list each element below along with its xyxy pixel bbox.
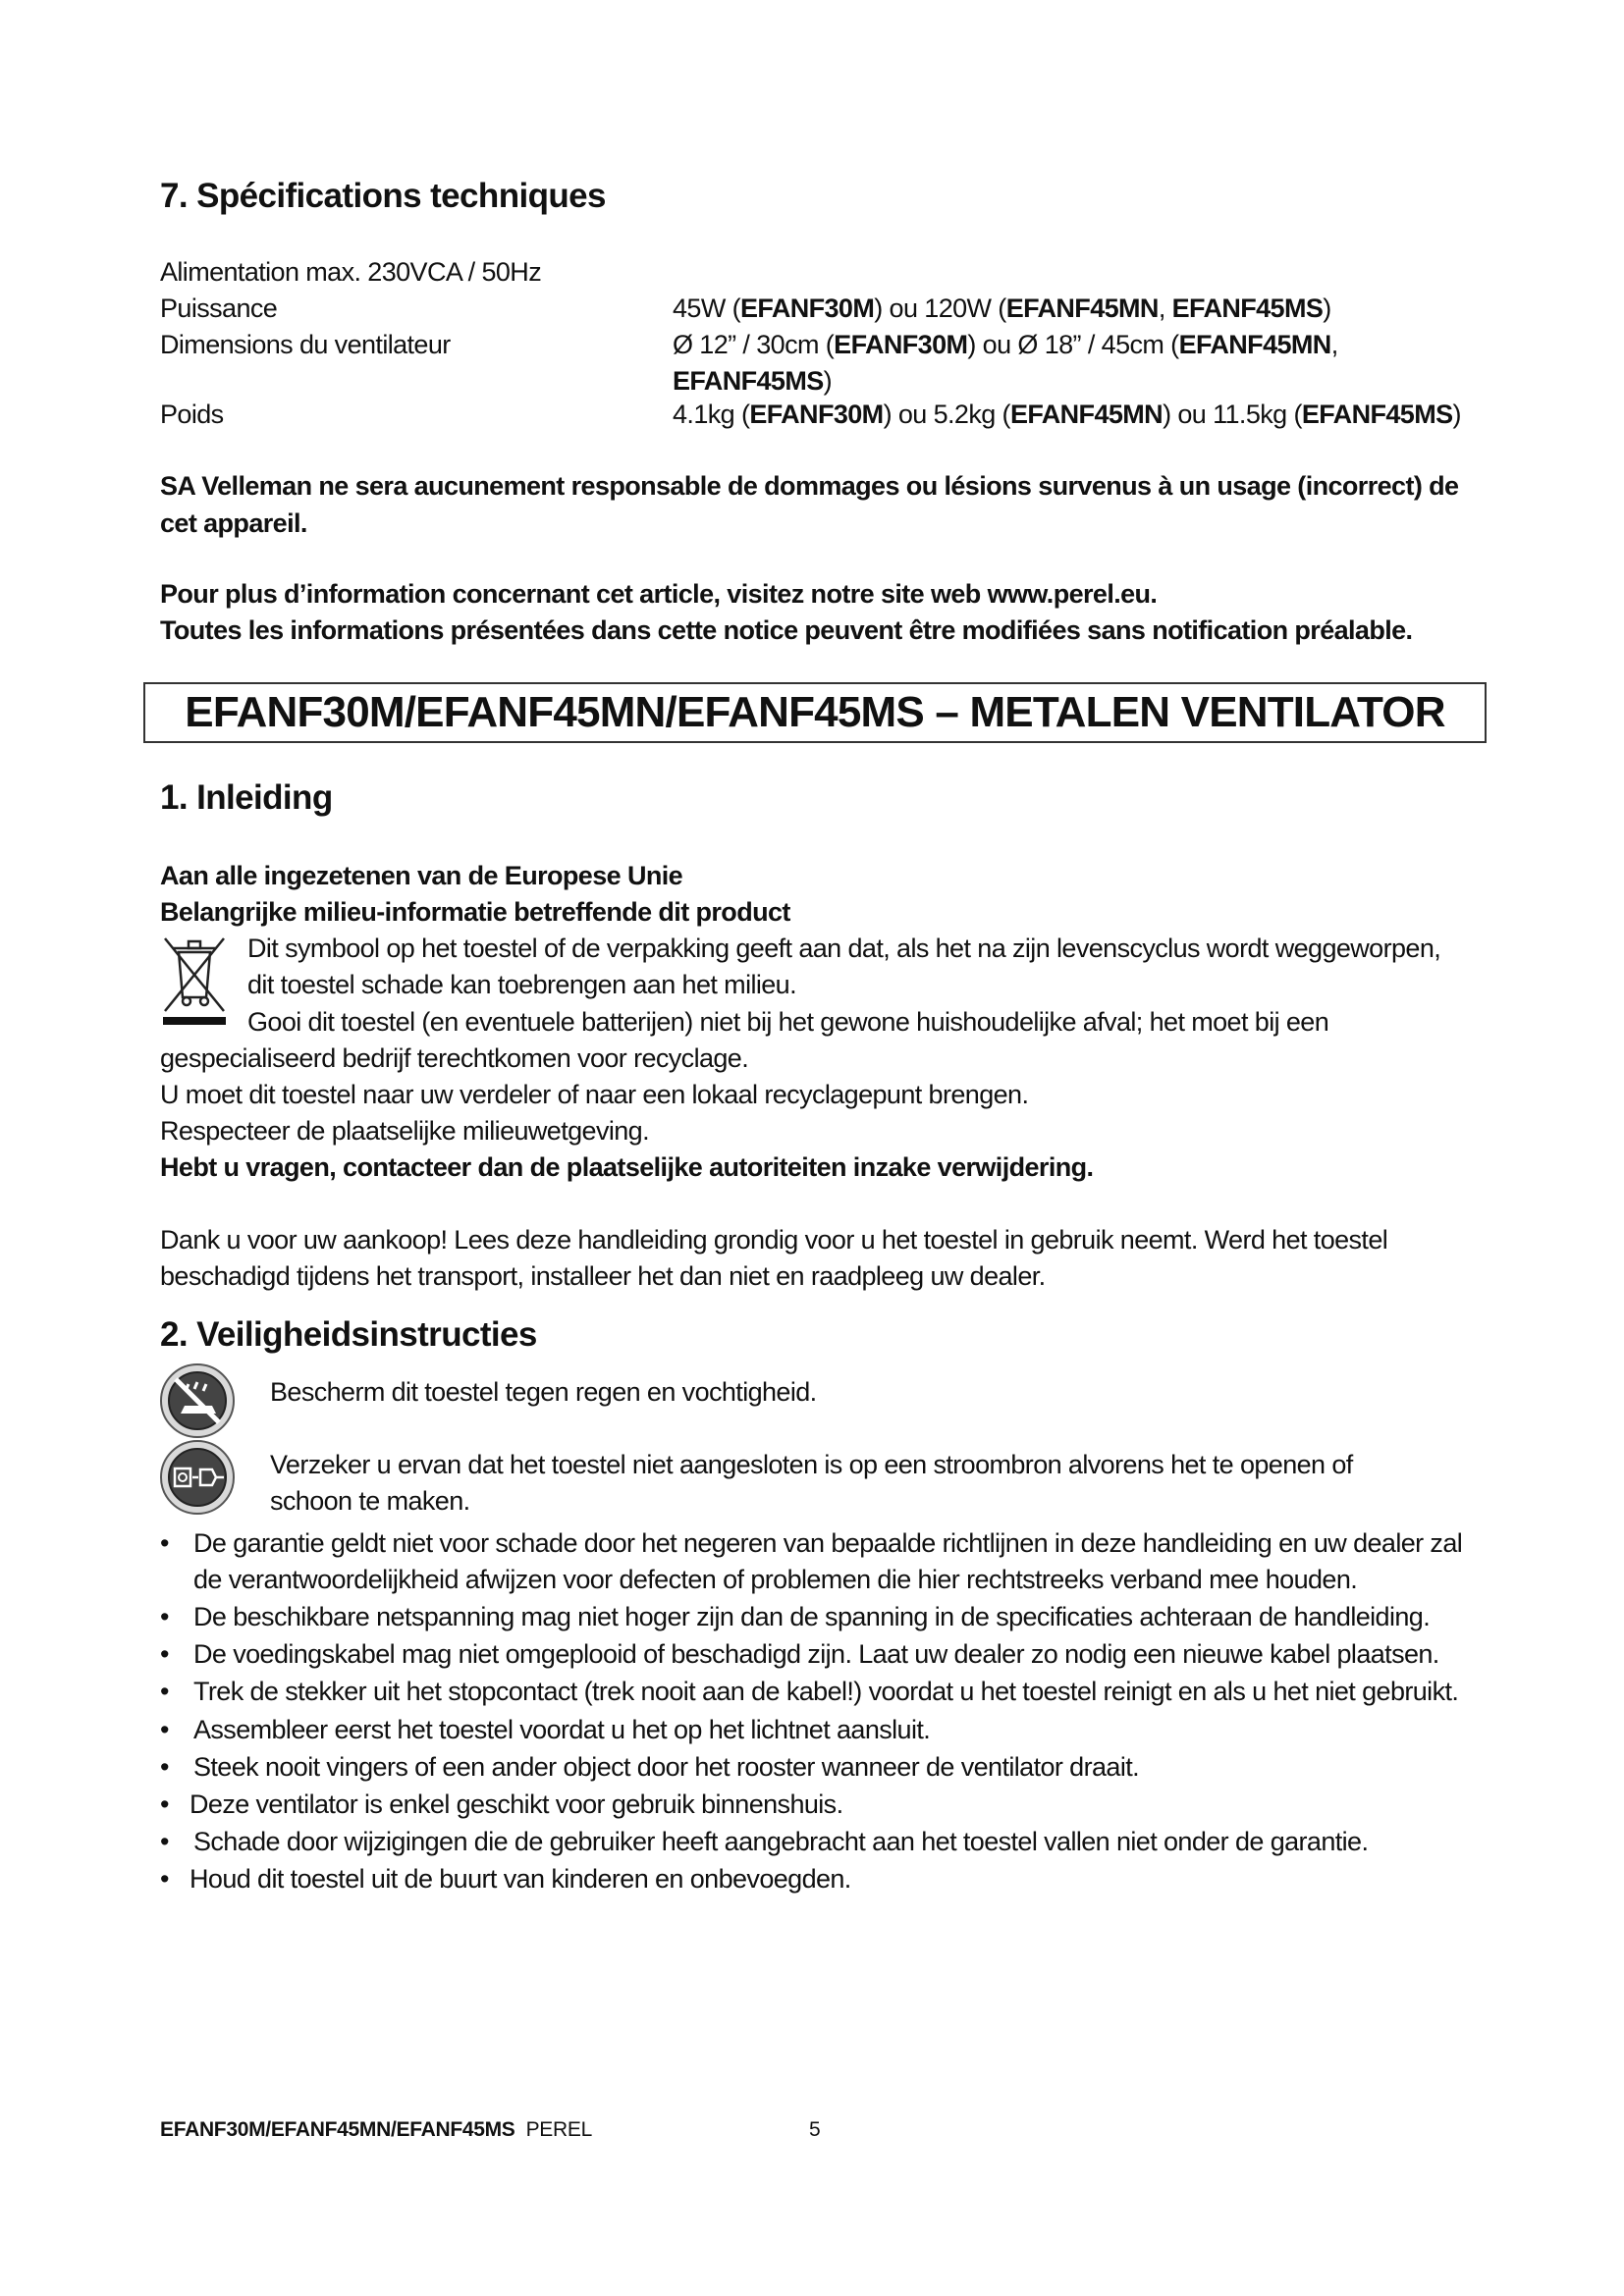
spec-text: ) ou 5.2kg ( [883, 400, 1010, 429]
spec-text: Ø 12” / 30cm ( [673, 330, 835, 359]
spec-value-weight [673, 397, 1461, 433]
spec-text: ) [823, 366, 833, 396]
list-item-text: Deze ventilator is enkel geschikt voor gebruik binnenshuis. [189, 1789, 843, 1819]
bullet-icon: • [160, 1752, 169, 1782]
weee-line-3: Gooi dit toestel (en eventuele batterijen) niet bij het gewone huishoudelijke afval; het moet bij een [247, 1007, 1329, 1037]
safety-section-title: 2. Veiligheidsinstructies [160, 1315, 537, 1354]
list-item-text: De voedingskabel mag niet omgeplooid of beschadigd zijn. Laat uw dealer zo nodig een nieuwe kabel plaatsen. [193, 1639, 1439, 1669]
footer-brand: PEREL [525, 2118, 592, 2141]
weee-line-5: U moet dit toestel naar uw verdeler of naar een lokaal recyclagepunt brengen. [160, 1080, 1029, 1109]
list-item-text: Trek de stekker uit het stopcontact (trek nooit aan de kabel!) voordat u het toestel reinigt en als u het niet gebruikt. [193, 1677, 1459, 1706]
weee-line-4: gespecialiseerd bedrijf terechtkomen voor recyclage. [160, 1043, 749, 1073]
spec-label-dimensions: Dimensions du ventilateur [160, 330, 451, 359]
spec-label-weight: Poids [160, 400, 224, 429]
env-heading: Belangrijke milieu-informatie betreffende dit product [160, 897, 790, 927]
unplug-warning-line-2: schoon te maken. [270, 1486, 470, 1516]
eu-heading: Aan alle ingezetenen van de Europese Unie [160, 861, 683, 890]
rain-warning-text: Bescherm dit toestel tegen regen en vochtigheid. [270, 1377, 817, 1407]
footer-models [160, 2116, 592, 2144]
bullet-icon: • [160, 1677, 169, 1706]
unplug-icon [159, 1439, 236, 1516]
spec-text: , [1330, 330, 1338, 359]
model-code: EFANF30M [740, 294, 875, 323]
model-code: EFANF30M [834, 330, 968, 359]
page-number: 5 [809, 2118, 821, 2141]
list-item-text: de verantwoordelijkheid afwijzen voor defecten of problemen die hier rechtstreeks verband mee houden. [193, 1565, 1358, 1594]
product-banner: EFANF30M/EFANF45MN/EFANF45MS – METALEN VENTILATOR [143, 682, 1487, 743]
model-code: EFANF45MS [1301, 400, 1453, 429]
thanks-line-2: beschadigd tijdens het transport, installeer het dan niet en raadpleeg uw dealer. [160, 1261, 1046, 1291]
weee-line-2: dit toestel schade kan toebrengen aan het milieu. [247, 970, 796, 999]
spec-text: 4.1kg ( [673, 400, 750, 429]
list-item-text: De garantie geldt niet voor schade door het negeren van bepaalde richtlijnen in deze handleiding en uw dealer zal [193, 1528, 1463, 1558]
bullet-icon: • [160, 1864, 169, 1894]
bullet-icon: • [160, 1789, 169, 1819]
thanks-line-1: Dank u voor uw aankoop! Lees deze handleiding grondig voor u het toestel in gebruik neemt. Werd het toestel [160, 1225, 1388, 1255]
weee-line-6: Respecteer de plaatselijke milieuwetgeving. [160, 1116, 649, 1146]
info-line-1: Pour plus d’information concernant cet article, visitez notre site web www.perel.eu. [160, 579, 1158, 609]
intro-section-title: 1. Inleiding [160, 778, 333, 817]
spec-text: 45W ( [673, 294, 741, 323]
spec-text: ) [1323, 294, 1331, 323]
model-code: EFANF45MN [1009, 400, 1164, 429]
spec-power-supply: Alimentation max. 230VCA / 50Hz [160, 257, 542, 287]
spec-value-dimensions [673, 327, 1338, 363]
spec-text: ) [1452, 400, 1461, 429]
list-item-text: Schade door wijzigingen die de gebruiker heeft aangebracht aan het toestel vallen niet onder de garantie. [193, 1827, 1369, 1856]
spec-text: ) ou Ø 18” / 45cm ( [967, 330, 1179, 359]
weee-contact-line: Hebt u vragen, contacteer dan de plaatselijke autoriteiten inzake verwijdering. [160, 1152, 1094, 1182]
spec-label-power: Puissance [160, 294, 278, 323]
footer-model-codes: EFANF30M/EFANF45MN/EFANF45MS [160, 2118, 515, 2141]
model-code: EFANF45MS [673, 366, 824, 396]
bullet-icon: • [160, 1602, 169, 1631]
model-code: EFANF45MS [1171, 294, 1324, 323]
bullet-icon: • [160, 1528, 169, 1558]
spec-value-dimensions-cont [673, 363, 832, 400]
model-code: EFANF45MN [1005, 294, 1159, 323]
model-code: EFANF30M [749, 400, 884, 429]
disclaimer-line-2: cet appareil. [160, 508, 307, 538]
spec-text: ) ou 120W ( [874, 294, 1006, 323]
list-item-text: Steek nooit vingers of een ander object door het rooster wanneer de ventilator draait. [193, 1752, 1140, 1782]
list-item-text: De beschikbare netspanning mag niet hoger zijn dan de spanning in de specificaties achteraan de handleiding. [193, 1602, 1431, 1631]
spec-text: ) ou 11.5kg ( [1163, 400, 1302, 429]
bullet-icon: • [160, 1827, 169, 1856]
weee-bin-icon [159, 933, 230, 1025]
model-code: EFANF45MN [1178, 330, 1331, 359]
list-item-text: Assembleer eerst het toestel voordat u het op het lichtnet aansluit. [193, 1715, 931, 1744]
bullet-icon: • [160, 1715, 169, 1744]
unplug-warning-line-1: Verzeker u ervan dat het toestel niet aangesloten is op een stroombron alvorens het te openen of [270, 1450, 1353, 1479]
disclaimer-line-1: SA Velleman ne sera aucunement responsable de dommages ou lésions survenus à un usage (incorrect) de [160, 471, 1459, 501]
spec-text: , [1158, 294, 1172, 323]
info-line-2: Toutes les informations présentées dans cette notice peuvent être modifiées sans notification préalable. [160, 615, 1413, 645]
spec-value-power [673, 291, 1331, 327]
no-rain-icon [159, 1362, 236, 1439]
weee-line-1: Dit symbool op het toestel of de verpakking geeft aan dat, als het na zijn levenscyclus wordt weggeworpen, [247, 934, 1441, 963]
list-item-text: Houd dit toestel uit de buurt van kinderen en onbevoegden. [189, 1864, 851, 1894]
bullet-icon: • [160, 1639, 169, 1669]
spec-section-title: 7. Spécifications techniques [160, 177, 606, 215]
